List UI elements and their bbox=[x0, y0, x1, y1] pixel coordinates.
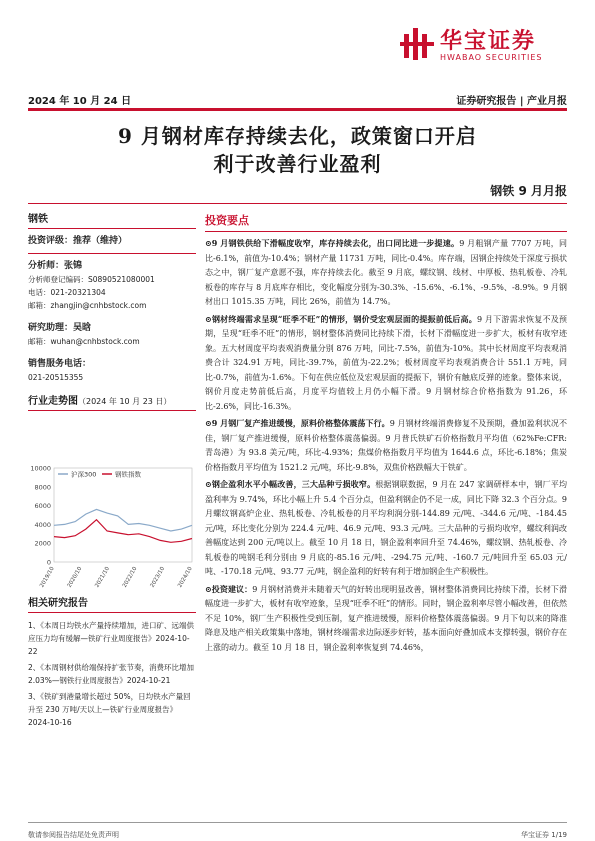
spacer bbox=[28, 312, 196, 322]
page-number: 华宝证券 1/19 bbox=[521, 831, 567, 839]
plot-frame bbox=[54, 468, 192, 562]
highlight-demand-lead: ⊙钢材终端需求呈现“旺季不旺”的情形，钢价受宏观层面的提振前低后高。 bbox=[205, 313, 477, 324]
rating-divider bbox=[28, 248, 196, 254]
x-tick-label: 2022/10 bbox=[121, 566, 139, 589]
y-tick-label: 4000 bbox=[34, 520, 51, 529]
sales-label: 销售服务电话： bbox=[28, 359, 92, 369]
highlight-raw-material bbox=[205, 416, 567, 475]
highlight-profit-lead: ⊙钢企盈利水平小幅改善，三大品种亏损收窄。 bbox=[205, 479, 376, 489]
logo-text-cn: 华宝证券 bbox=[440, 29, 537, 54]
y-tick-label: 8000 bbox=[34, 483, 51, 492]
highlight-advice-body: 9 月钢材消费并未随着天气的好转出现明显改善，钢材整体消费同比持续下滑，长材下滑幅度进一步扩大，板材有收窄迹象，呈现“旺季不旺”的情形。同时，钢企盈利率尽管小幅改善，但依然不足 10%，钢厂生产积极性受到压制，复产推进缓慢，原料价格整体震荡偏弱。9 月下旬以来的降准降息及地产相关政策集中落地，钢材终端需求边际逐步好转，基本面向好叠加成本支撑转强，钢价存在上涨的动力。截至 10 月 18 日，钢企盈利率恢复到 74.46%， bbox=[205, 584, 567, 652]
x-tick-label: 2019/10 bbox=[39, 566, 56, 589]
rating: 投资评级：推荐（维持） bbox=[28, 236, 128, 246]
highlight-supply-body: 9 月粗钢产量 7707 万吨，同比-6.1%，前值为-10.4%；钢材产量 11731 万吨，同比-0.4%。库存端，因钢企持续处于深度亏损状态之中，钢厂复产意愿不强，库存持续去化。截至 9 月底，螺纹钢、线材、中厚板、热轧板卷、冷轧板卷的库存与 8 月底库存相比，变化幅度分别为-30.3%、-15.6%、-6.1%、-9.5%、-8.9%。9 月钢材出口 1015.35 万吨，同比 26%，前值为 14.7%。 bbox=[205, 239, 567, 306]
x-tick-label: 2023/10 bbox=[149, 566, 167, 589]
report-type: 证券研究报告 | 产业月报 bbox=[456, 96, 567, 107]
chart-date: （2024 年 10 月 23 日） bbox=[78, 397, 172, 406]
x-tick-label: 2021/10 bbox=[94, 566, 111, 589]
x-tick-label: 2020/10 bbox=[66, 566, 84, 589]
highlight-raw-material-body: 9 月钢材终端消费修复不及预期，叠加盈利状况不佳，钢厂复产推进缓慢，原料价格整体震荡偏弱。9 月普氏铁矿石价格指数月平均值（62%Fe:CFR:青岛港）为 93.8 美元/吨，环比-4.93%；焦煤价格指数月平均值为 1644.6 点，环比-6.18%；焦炭价格指数月平均值为 1521.2 元/吨，环比-9.8%，双焦价格跌幅大于铁矿。 bbox=[205, 419, 567, 472]
footer-divider bbox=[28, 822, 567, 823]
highlights-heading: 投资要点 bbox=[205, 212, 567, 232]
report-subtitle: 钢铁 9 月月报 bbox=[490, 184, 567, 198]
sidebar bbox=[28, 210, 196, 417]
header-divider bbox=[28, 108, 567, 111]
legend-label: 钢铁指数 bbox=[115, 470, 141, 479]
legend-label: 沪深300 bbox=[71, 470, 97, 479]
report-date: 2024 年 10 月 24 日 bbox=[28, 96, 132, 107]
investment-highlights bbox=[205, 212, 567, 657]
title-divider bbox=[28, 203, 567, 204]
highlight-profit-body: 根据钢联数据，9 月在 247 家调研样本中，钢厂平均盈利率为 9.74%，环比小幅上升 5.4 个百分点，但盈利钢企仍不足一成，同比下降 32.3 个百分点。9 月螺纹钢高炉企业、热轧板卷、冷轧板卷的月平均利润分别-144.89 元/吨、-344.6 元/吨、-184.45 元/吨，环比变化分别为 224.4 元/吨、46.9 元/吨、93.3 元/吨。三大品种的亏损均收窄，螺纹利润改善幅度达到 200 元/吨以上。截至 10 月 18 日，钢企盈利率回升至 74.46%，螺纹钢、热轧板卷、冷轧板卷的吨钢毛利分别由 9 月底的-85.16 元/吨、-294.75 元/吨、-160.7 元/吨回升至 65.03 元/吨、-170.18 元/吨、93.77 元/吨，钢企盈利的好转有利于增加钢企生产积极性。 bbox=[205, 480, 567, 576]
related-section-title: 相关研究报告 bbox=[28, 594, 196, 613]
company-logo bbox=[400, 22, 570, 72]
highlight-demand-body: 9 月下游需求恢复不及预期，呈现“旺季不旺”的情形，钢材整体消费同比持续下滑，长材下滑幅度进一步扩大，板材有收窄迹象。五大材周度平均表观消费量分别 876 万吨，同比-7.5%，前值为-10%。其中长材周度平均表观消费合计 324.91 万吨，同比-39.7%，前值为-22.2%；板材周度平均表观消费合计 551.1 万吨，同比-0.7%，前值为-1.6%。下旬在供应低位及宏观层面的提振下，钢价有触底反弹的迹象。整体来说，钢价月度走势前低后高，月度平均值较上月仍小幅下滑。9 月钢材综合价格指数为 91.26，环比-2.6%，同比-16.3%。 bbox=[205, 314, 567, 411]
spacer bbox=[28, 384, 196, 392]
highlight-advice bbox=[205, 582, 567, 656]
y-tick-label: 0 bbox=[46, 558, 51, 567]
highlight-demand bbox=[205, 312, 567, 415]
highlight-supply bbox=[205, 236, 567, 310]
industry-label: 钢铁 bbox=[28, 210, 196, 229]
sales-phone: 021-20515355 bbox=[28, 373, 84, 382]
related-report-3[interactable]: 3、《铁矿到港量增长超过 50%，日均铁水产量回升至 230 万吨/天以上—铁矿行业周度报告》2024-10-16 bbox=[28, 692, 191, 727]
disclaimer-note: 敬请参阅报告结尾处免责声明 bbox=[28, 831, 119, 839]
analyst-cert: 分析师登记编码：S0890521080001 bbox=[28, 275, 155, 284]
highlight-raw-material-lead: ⊙9 月钢厂复产推进缓慢，原料价格整体震荡下行。 bbox=[205, 418, 390, 428]
related-report-2[interactable]: 2、《本周钢材供给端保持扩张节奏，消费环比增加 2.03%—钢铁行业周度报告》2024-10-21 bbox=[28, 663, 195, 685]
analyst-email[interactable]: 邮箱：zhangjin@cnhbstock.com bbox=[28, 301, 147, 310]
logo-text-en: HWABAO SECURITIES bbox=[440, 53, 543, 62]
y-tick-label: 10000 bbox=[30, 464, 51, 473]
chart-section-title bbox=[28, 392, 196, 411]
x-tick-label: 2024/10 bbox=[177, 566, 194, 589]
report-title-line1: 9 月钢材库存持续去化，政策窗口开启 bbox=[118, 124, 477, 148]
report-title-line2: 利于改善行业盈利 bbox=[213, 152, 382, 176]
assistant-email[interactable]: 邮箱：wuhan@cnhbstock.com bbox=[28, 337, 140, 346]
highlight-supply-lead: ⊙9 月钢铁供给下滑幅度收窄，库存持续去化，出口同比进一步提速。 bbox=[205, 238, 460, 248]
highlight-advice-lead: ⊙投资建议： bbox=[205, 583, 253, 594]
analyst-name: 分析师：张锦 bbox=[28, 261, 83, 271]
logo-mark-icon bbox=[400, 26, 436, 62]
series-line-csi300 bbox=[54, 509, 192, 531]
y-tick-label: 2000 bbox=[34, 539, 51, 548]
related-reports bbox=[28, 594, 196, 729]
related-report-1[interactable]: 1、《本周日均铁水产量持续增加，进口矿、远端供应压力均有缓解—铁矿行业周度报告》2024-10-22 bbox=[28, 621, 195, 656]
industry-trend-chart bbox=[28, 462, 196, 590]
chart-title: 行业走势图 bbox=[28, 396, 78, 407]
assistant-name: 研究助理：吴晗 bbox=[28, 323, 92, 333]
highlight-profit bbox=[205, 477, 567, 580]
y-tick-label: 6000 bbox=[34, 502, 51, 511]
trend-chart-svg bbox=[28, 462, 196, 590]
analyst-phone: 电话：021-20321304 bbox=[28, 288, 106, 297]
spacer bbox=[28, 348, 196, 358]
